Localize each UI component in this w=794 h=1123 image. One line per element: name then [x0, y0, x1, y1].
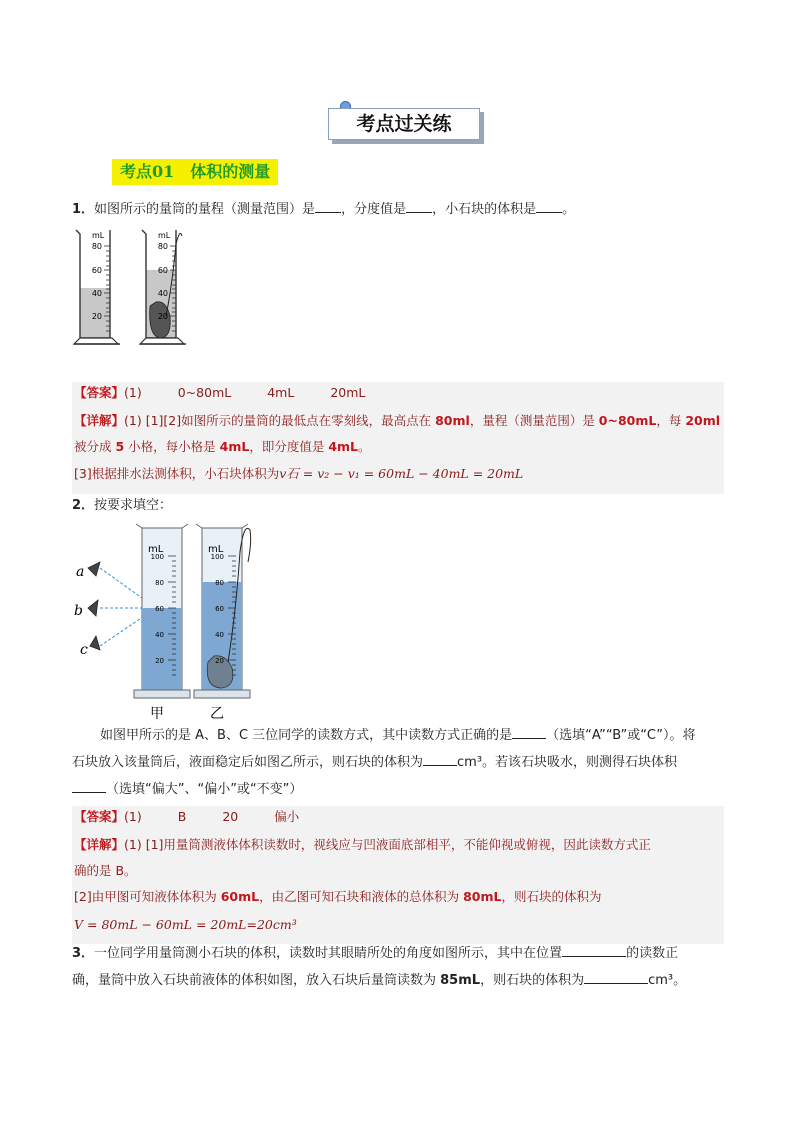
unit-label: mL	[158, 231, 171, 240]
formula: V = 80mL − 60mL = 20mL=20cm³	[74, 917, 297, 932]
q2-detail-line-1: 【详解】(1) [1]用量筒测液体体积读数时，视线应与凹液面底部相平，不能仰视或俯视，因此读数方式正	[74, 837, 651, 852]
question-2-intro: 2．按要求填空：	[72, 498, 173, 513]
eye-label-b: b	[74, 603, 83, 619]
question-2-number: 2．	[72, 498, 95, 513]
tick-label: 20	[157, 312, 168, 321]
tick-label: 40	[91, 289, 102, 298]
tick-label: 100	[210, 553, 224, 561]
tick-label: 60	[91, 266, 102, 275]
q1-answer: 【答案】(1) 0~80mL 4mL 20mL	[74, 385, 366, 400]
question-3-number: 3．	[72, 946, 95, 961]
q2-paragraph-line-2: 石块放入该量筒后，液面稳定后如图乙所示，则石块的体积为 cm³。若该石块吸水，则测得石块体积	[72, 755, 678, 770]
page-title: 考点过关练	[328, 108, 480, 140]
blank	[72, 780, 106, 793]
blank	[512, 726, 546, 739]
section-heading: 考点01 体积的测量	[112, 159, 278, 185]
q1-cylinder-figure	[70, 226, 200, 350]
q2-detail-line-4	[74, 914, 724, 936]
blank	[584, 971, 648, 984]
tick-label: 40	[215, 631, 224, 639]
q2-answer: 【答案】(1) B 20 偏小	[74, 809, 300, 824]
eye-icon	[90, 636, 100, 650]
q2-cylinder-figure	[72, 522, 256, 722]
blank	[562, 944, 626, 957]
caption-jia: 甲	[150, 706, 164, 722]
tick-label: 80	[155, 579, 164, 587]
blank	[536, 200, 562, 213]
tick-label: 20	[91, 312, 102, 321]
blank	[315, 200, 341, 213]
tick-label: 60	[157, 266, 168, 275]
tick-label: 40	[155, 631, 164, 639]
tick-label: 60	[215, 605, 224, 613]
tick-label: 80	[91, 242, 102, 251]
question-1: 1．如图所示的量筒的量程（测量范围）是 ，分度值是 ，小石块的体积是 。	[72, 202, 576, 217]
q2-paragraph-line-3: （选填“偏大”、“偏小”或“不变”）	[72, 780, 732, 800]
tick-label: 40	[157, 289, 168, 298]
q2-detail-line-3: [2]由甲图可知液体体积为 60mL，由乙图可知石块和液体的总体积为 80mL，则石块的体积为	[74, 889, 602, 904]
tick-label: 80	[157, 242, 168, 251]
tick-label: 20	[215, 657, 224, 665]
q1-detail-line-2: 被分成 5 小格，每小格是 4mL，即分度值是 4mL。	[74, 439, 371, 454]
blank	[423, 753, 457, 766]
cylinder-right	[140, 230, 186, 344]
unit-label: mL	[148, 544, 164, 555]
eye-icon	[88, 562, 100, 576]
tick-label: 100	[150, 553, 164, 561]
cylinder-left	[74, 230, 120, 344]
eye-icon	[88, 600, 98, 616]
q2-paragraph-line-1: 如图甲所示的是 A、B、C 三位同学的读数方式，其中读数方式正确的是 （选填“A”“B”或“C”）。将	[100, 728, 696, 743]
unit-label: mL	[92, 231, 105, 240]
question-3-line-1: 3．一位同学用量筒测小石块的体积，读数时其眼睛所处的角度如图所示，其中在位置 的读数正	[72, 946, 679, 961]
detail-label: 【详解】	[74, 837, 125, 852]
detail-label: 【详解】	[74, 413, 125, 428]
cylinder-yi	[194, 524, 251, 722]
q1-detail-line-3: [3]根据排水法测体积，小石块体积为v石 = v₂ − v₁ = 60mL − 40mL = 20mL	[74, 466, 524, 481]
cylinder-jia	[134, 524, 190, 722]
unit-label: mL	[208, 544, 224, 555]
question-1-number: 1．	[72, 202, 95, 217]
q2-detail-line-2: 确的是 B。	[74, 863, 137, 878]
tick-label: 60	[155, 605, 164, 613]
answer-label: 【答案】	[74, 385, 125, 400]
question-3-line-2: 确，量筒中放入石块前液体的体积如图，放入石块后量筒读数为 85mL，则石块的体积为 cm³。	[72, 973, 687, 988]
eye-label-a: a	[76, 564, 85, 580]
blank	[406, 200, 432, 213]
caption-yi: 乙	[210, 706, 224, 722]
q1-detail-line-1: 【详解】(1) [1][2]如图所示的量筒的最低点在零刻线，最高点在 80ml，量程（测量范围）是 0~80mL，每 20ml	[74, 413, 721, 428]
formula: v石 = v₂ − v₁ = 60mL − 40mL = 20mL	[279, 466, 524, 481]
answer-label: 【答案】	[74, 809, 125, 824]
eye-label-c: c	[80, 642, 88, 658]
tick-label: 20	[155, 657, 164, 665]
tick-label: 80	[215, 579, 224, 587]
